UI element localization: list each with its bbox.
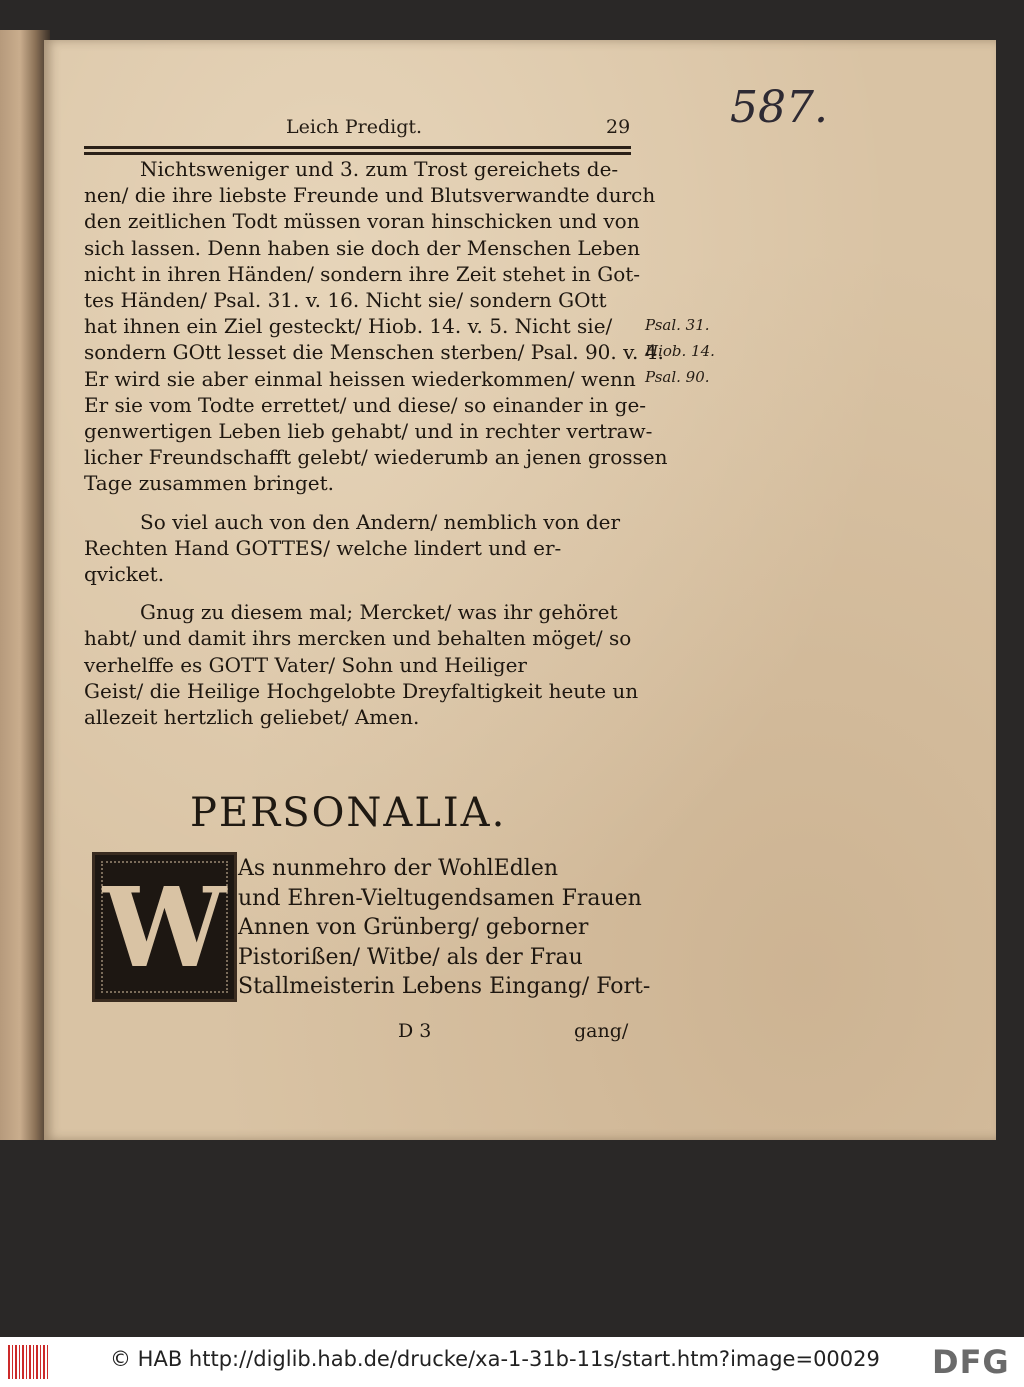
text-line: genwertigen Leben lieb gehabt/ und in rechter vertraw- [84, 419, 653, 444]
text-line: verhelffe es GOTT Vater/ Sohn und Heiliger [84, 652, 527, 677]
signature-mark: D 3 [398, 1020, 432, 1042]
text-line: qvicket. [84, 562, 165, 587]
paragraph-right-hand [84, 509, 650, 588]
text-line: nen/ die ihre liebste Freunde und Blutsverwandte durch [84, 183, 656, 208]
paragraph-closing [84, 599, 650, 730]
initial-ornament [101, 861, 228, 993]
dfg-logo: DFG [932, 1343, 1010, 1381]
viewer-footer [0, 1337, 1024, 1387]
personalia-text [238, 854, 650, 1002]
margin-note: Psal. 90. [645, 368, 710, 386]
text-line: habt/ und damit ihrs mercken und behalten möget/ so [84, 626, 632, 651]
text-line: tes Händen/ Psal. 31. v. 16. Nicht sie/ sondern GOtt [84, 288, 607, 313]
initial-letter: W [102, 862, 227, 992]
running-header-page-number: 29 [606, 116, 631, 138]
text-line: Pistorißen/ Witbe/ als der Frau [238, 944, 583, 970]
text-line: As nunmehro der WohlEdlen [238, 856, 559, 881]
text-line: allezeit hertzlich geliebet/ Amen. [84, 705, 420, 730]
text-line: den zeitlichen Todt müssen voran hinschicken und von [84, 209, 640, 234]
text-line: Gnug zu diesem mal; Mercket/ was ihr gehöret [140, 600, 618, 625]
hab-logo-icon [8, 1345, 48, 1379]
running-header-title: Leich Predigt. [286, 116, 423, 138]
text-line: Er sie vom Todte errettet/ und diese/ so einander in ge- [84, 392, 647, 417]
text-line: So viel auch von den Andern/ nemblich von der [140, 509, 621, 534]
personalia-heading: PERSONALIA. [190, 790, 507, 836]
text-line: und Ehren-Vieltugendsamen Frauen [238, 885, 642, 911]
text-line: Tage zusammen bringet. [84, 471, 334, 496]
decorated-initial [92, 852, 237, 1002]
text-line: nicht in ihren Händen/ sondern ihre Zeit stehet in Got- [84, 261, 641, 286]
text-line: Er wird sie aber einmal heissen wiederkommen/ wenn [84, 366, 636, 391]
text-line: licher Freundschafft gelebt/ wiederumb an jenen grossen [84, 445, 668, 470]
catchword: gang/ [574, 1020, 629, 1042]
text-line: Nichtsweniger und 3. zum Trost gereichets de- [140, 157, 619, 181]
text-line: Annen von Grünberg/ geborner [238, 915, 589, 940]
adjacent-book-edge [0, 30, 50, 1140]
margin-note: Psal. 31. [645, 316, 710, 334]
paragraph-consolation [84, 156, 668, 497]
copyright-link[interactable]: © HAB http://diglib.hab.de/drucke/xa-1-31b-11s/start.htm?image=00029 [110, 1347, 880, 1371]
text-line: hat ihnen ein Ziel gesteckt/ Hiob. 14. v. 5. Nicht sie/ [84, 314, 613, 339]
text-line: Stallmeisterin Lebens Eingang/ Fort- [238, 974, 651, 999]
text-line: sich lassen. Denn haben sie doch der Menschen Leben [84, 235, 640, 260]
sermon-text [84, 156, 668, 730]
text-line: Rechten Hand GOTTES/ welche lindert und er- [84, 535, 562, 560]
header-rule [84, 146, 631, 155]
handwritten-page-number: 587. [730, 82, 828, 133]
margin-note: Hiob. 14. [645, 342, 715, 360]
text-line: sondern GOtt lesset die Menschen sterben/ Psal. 90. v. 4. [84, 340, 664, 365]
text-line: Geist/ die Heilige Hochgelobte Dreyfaltigkeit heute un [84, 678, 639, 703]
